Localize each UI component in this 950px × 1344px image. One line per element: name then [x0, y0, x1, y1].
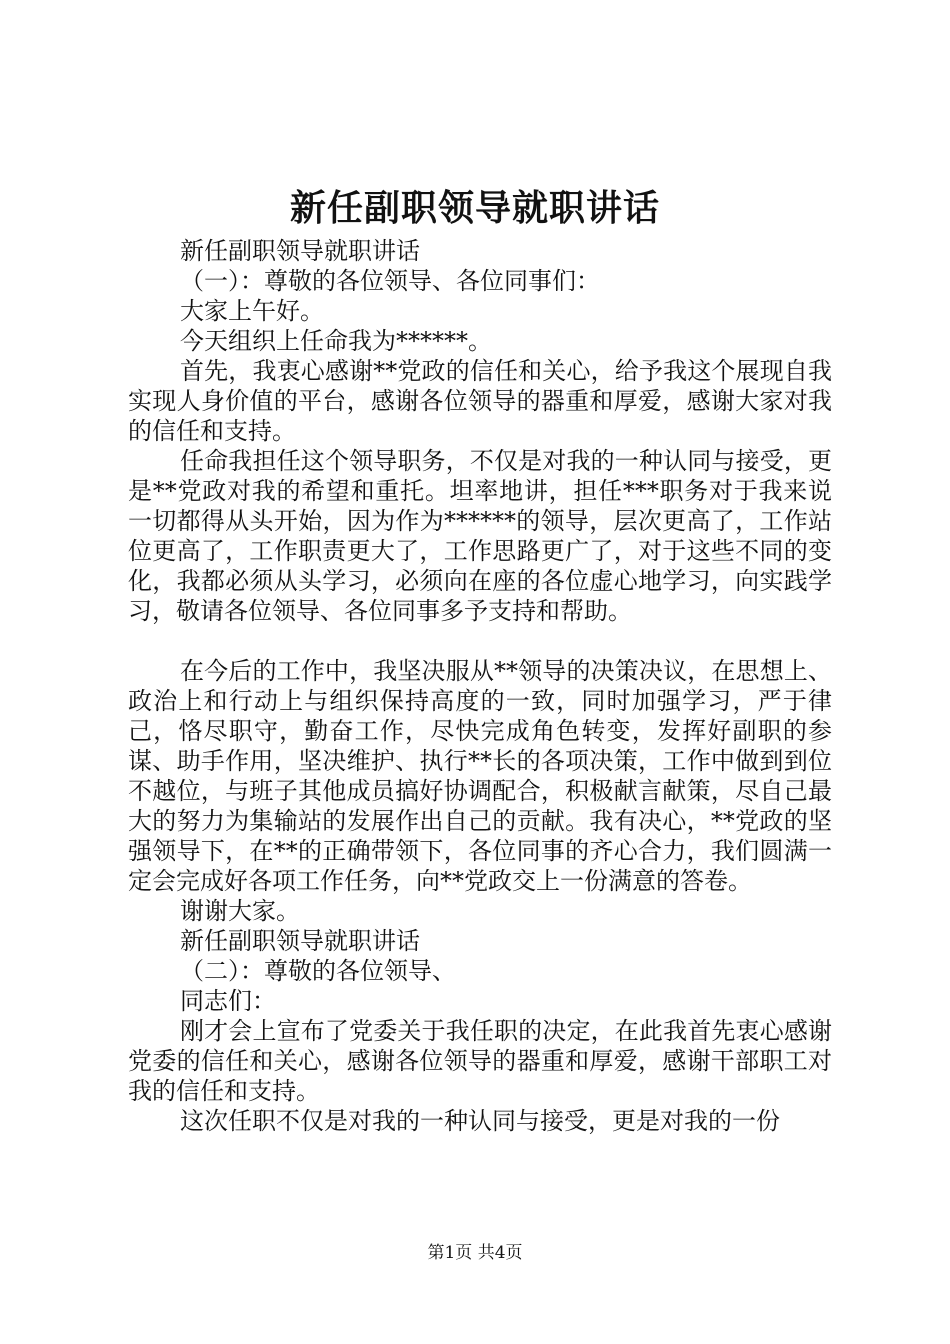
paragraph-greeting: 大家上午好。 [180, 297, 324, 325]
paragraph-subtitle-2: 新任副职领导就职讲话 [180, 927, 420, 955]
paragraph-responsibility: 任命我担任这个领导职务，不仅是对我的一种认同与接受，更是**党政对我的希望和重托。坦率地讲，担任***职务对于我来说一切都得从头开始，因为作为******的领导，层次更高了，工作站位更高了，工作职责更大了，工作思路更广了，对于这些不同的变化，我都必须从头学习，必须向在座的各位虚心地学习，向实践学习，敬请各位领导、各位同事多予支持和帮助。 [128, 447, 832, 625]
paragraph-appointment: 今天组织上任命我为******。 [180, 327, 492, 355]
paragraph-announcement: 刚才会上宣布了党委关于我任职的决定，在此我首先衷心感谢党委的信任和关心，感谢各位领导的器重和厚爱，感谢干部职工对我的信任和支持。 [128, 1017, 832, 1105]
paragraph-subtitle-1: 新任副职领导就职讲话 [180, 237, 420, 265]
document-title: 新任副职领导就职讲话 [289, 187, 660, 229]
paragraph-comrades: 同志们： [180, 987, 276, 1015]
paragraph-closing-1: 谢谢大家。 [180, 897, 300, 925]
paragraph-commitment: 在今后的工作中，我坚决服从**领导的决策决议，在思想上、政治上和行动上与组织保持高度的一致，同时加强学习，严于律己，恪尽职守，勤奋工作，尽快完成角色转变，发挥好副职的参谋、助手作用，坚决维护、执行**长的各项决策，工作中做到到位不越位，与班子其他成员搞好协调配合，积极献言献策，尽自己最大的努力为集输站的发展作出自己的贡献。我有决心，**党政的坚强领导下，在**的正确带领下，各位同事的齐心合力，我们圆满一定会完成好各项工作任务，向**党政交上一份满意的答卷。 [128, 657, 832, 895]
page-number-footer: 第1页 共4页 [427, 1243, 523, 1263]
paragraph-continuation: 这次任职不仅是对我的一种认同与接受，更是对我的一份 [180, 1107, 780, 1135]
paragraph-spacer [128, 626, 832, 656]
paragraph-salutation-2: （二）：尊敬的各位领导、 [180, 957, 456, 985]
paragraph-thanks: 首先，我衷心感谢**党政的信任和关心，给予我这个展现自我实现人身价值的平台，感谢各位领导的器重和厚爱，感谢大家对我的信任和支持。 [128, 357, 832, 445]
document-body [128, 236, 832, 1136]
paragraph-salutation-1: （一）：尊敬的各位领导、各位同事们： [180, 267, 600, 295]
